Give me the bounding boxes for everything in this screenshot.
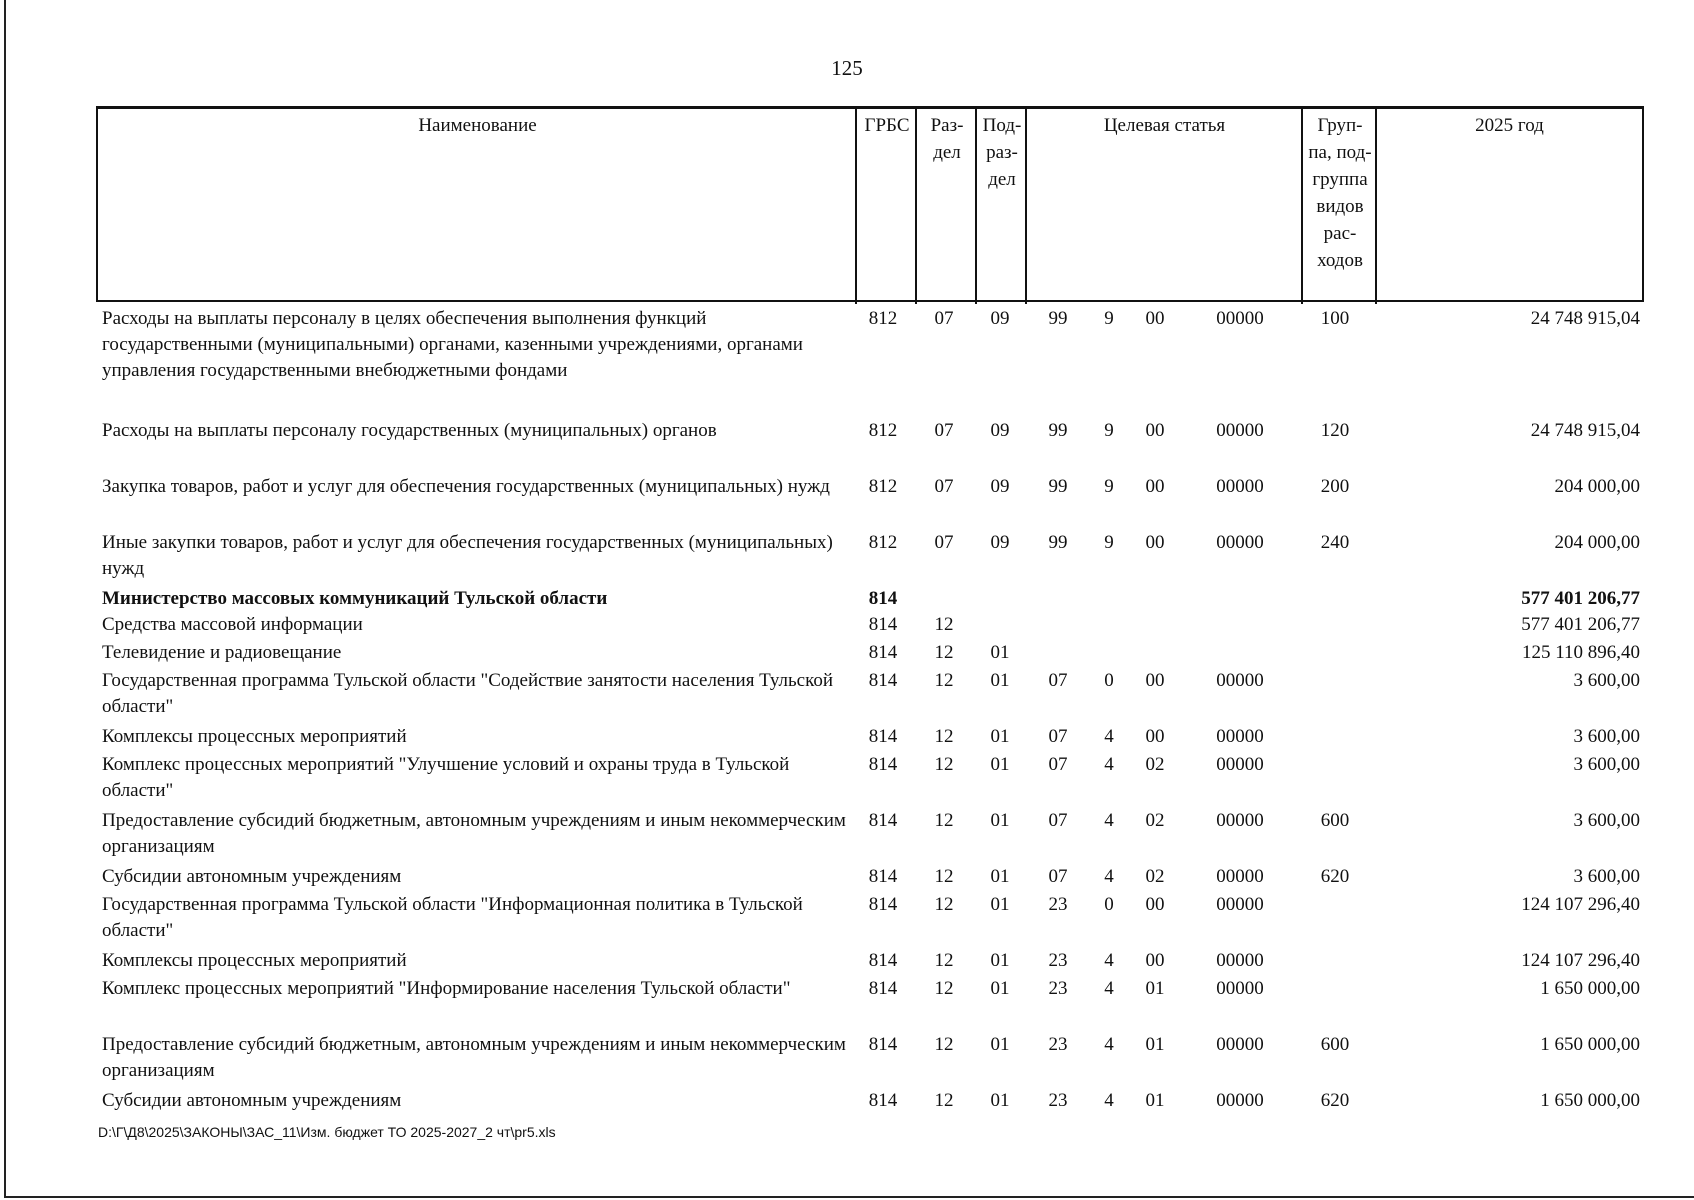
cell-grbs: 814 [868,978,898,999]
cell-razdel: 12 [934,726,954,747]
cell-name: Министерство массовых коммуникаций Тульской области [102,588,608,609]
header-podrazdel: Под- раз- дел [982,115,1022,190]
cell-podrazdel: 01 [990,670,1010,691]
cell-t3: 00 [1145,476,1165,497]
cell-t3: 00 [1145,420,1165,441]
cell-t3: 00 [1145,726,1165,747]
cell-sum: 3 600,00 [1573,754,1640,775]
cell-t4: 00000 [1216,810,1264,831]
header-razdel: Раз- дел [930,115,964,163]
cell-t4: 00000 [1216,1090,1264,1111]
cell-group: 200 [1320,476,1350,497]
cell-sum: 3 600,00 [1573,866,1640,887]
cell-t4: 00000 [1216,894,1264,915]
cell-podrazdel: 09 [990,476,1010,497]
cell-name: Расходы на выплаты персоналу государственных (муниципальных) органов [102,420,717,441]
cell-podrazdel: 01 [990,726,1010,747]
cell-name: Комплексы процессных мероприятий [102,950,407,971]
cell-t1: 07 [1048,670,1068,691]
cell-razdel: 12 [934,810,954,831]
cell-t4: 00000 [1216,532,1264,553]
cell-t2: 9 [1104,476,1114,497]
cell-t3: 00 [1145,532,1165,553]
page-border-left [4,0,6,1198]
cell-podrazdel: 09 [990,308,1010,329]
cell-t1: 23 [1048,978,1068,999]
cell-razdel: 12 [934,1090,954,1111]
cell-grbs: 814 [868,950,898,971]
cell-sum: 124 107 296,40 [1521,894,1640,915]
cell-t4: 00000 [1216,420,1264,441]
cell-t1: 23 [1048,1090,1068,1111]
cell-razdel: 12 [934,754,954,775]
cell-t2: 4 [1104,866,1114,887]
header-group: Груп- па, под- группа видов рас- ходов [1308,115,1372,271]
cell-podrazdel: 01 [990,810,1010,831]
cell-t1: 99 [1048,308,1068,329]
cell-podrazdel: 01 [990,950,1010,971]
cell-grbs: 814 [868,894,898,915]
cell-name: Комплекс процессных мероприятий "Информирование населения Тульской области" [102,978,791,999]
cell-razdel: 12 [934,978,954,999]
cell-sum: 1 650 000,00 [1540,1090,1640,1111]
cell-podrazdel: 09 [990,532,1010,553]
cell-name: Средства массовой информации [102,614,363,635]
cell-sum: 125 110 896,40 [1521,642,1640,663]
table-header [96,106,1644,302]
cell-t1: 23 [1048,950,1068,971]
cell-sum: 204 000,00 [1554,476,1640,497]
cell-podrazdel: 01 [990,754,1010,775]
cell-t2: 4 [1104,1090,1114,1111]
cell-t2: 9 [1104,532,1114,553]
cell-t4: 00000 [1216,308,1264,329]
cell-name: Государственная программа Тульской области "Содействие занятости населения Тульской области" [102,670,834,717]
cell-podrazdel: 01 [990,1034,1010,1055]
cell-t1: 23 [1048,894,1068,915]
cell-t3: 00 [1145,950,1165,971]
cell-grbs: 814 [868,642,898,663]
cell-razdel: 12 [934,642,954,663]
cell-razdel: 07 [934,532,954,553]
cell-grbs: 814 [868,810,898,831]
cell-podrazdel: 01 [990,894,1010,915]
cell-sum: 24 748 915,04 [1530,420,1640,441]
cell-podrazdel: 01 [990,642,1010,663]
cell-name: Комплексы процессных мероприятий [102,726,407,747]
cell-name: Субсидии автономным учреждениям [102,1090,402,1111]
cell-t2: 4 [1104,810,1114,831]
cell-t1: 99 [1048,420,1068,441]
header-year: 2025 год [1475,115,1544,136]
cell-razdel: 12 [934,1034,954,1055]
cell-t1: 07 [1048,754,1068,775]
cell-t3: 01 [1145,1034,1165,1055]
cell-t1: 23 [1048,1034,1068,1055]
cell-t2: 9 [1104,420,1114,441]
cell-sum: 3 600,00 [1573,726,1640,747]
cell-sum: 577 401 206,77 [1521,614,1640,635]
cell-razdel: 07 [934,308,954,329]
page-border-bottom [4,1196,1694,1198]
cell-name: Субсидии автономным учреждениям [102,866,402,887]
cell-t4: 00000 [1216,670,1264,691]
cell-grbs: 814 [868,588,898,609]
cell-t3: 01 [1145,978,1165,999]
cell-t2: 9 [1104,308,1114,329]
cell-t2: 4 [1104,726,1114,747]
cell-razdel: 12 [934,866,954,887]
cell-t2: 0 [1104,670,1114,691]
cell-t4: 00000 [1216,476,1264,497]
cell-sum: 1 650 000,00 [1540,1034,1640,1055]
cell-t1: 07 [1048,726,1068,747]
cell-grbs: 812 [868,476,898,497]
cell-grbs: 814 [868,1034,898,1055]
cell-t1: 07 [1048,810,1068,831]
cell-name: Государственная программа Тульской области "Информационная политика в Тульской области" [102,894,803,941]
cell-grbs: 814 [868,1090,898,1111]
cell-t3: 02 [1145,866,1165,887]
cell-grbs: 814 [868,670,898,691]
cell-sum: 204 000,00 [1554,532,1640,553]
cell-sum: 3 600,00 [1573,810,1640,831]
cell-t1: 07 [1048,866,1068,887]
cell-podrazdel: 01 [990,866,1010,887]
cell-razdel: 12 [934,670,954,691]
cell-group: 620 [1320,866,1350,887]
cell-razdel: 12 [934,894,954,915]
header-target: Целевая статья [1103,115,1226,136]
cell-t4: 00000 [1216,950,1264,971]
cell-t2: 4 [1104,978,1114,999]
cell-razdel: 12 [934,950,954,971]
cell-grbs: 812 [868,532,898,553]
cell-name: Закупка товаров, работ и услуг для обеспечения государственных (муниципальных) нужд [102,476,830,497]
cell-t3: 00 [1145,670,1165,691]
cell-t4: 00000 [1216,866,1264,887]
cell-t1: 99 [1048,532,1068,553]
cell-grbs: 814 [868,726,898,747]
cell-sum: 3 600,00 [1573,670,1640,691]
cell-t4: 00000 [1216,726,1264,747]
cell-t2: 4 [1104,754,1114,775]
cell-t4: 00000 [1216,1034,1264,1055]
header-grbs: ГРБС [864,115,910,136]
cell-group: 600 [1320,1034,1350,1055]
cell-name: Предоставление субсидий бюджетным, автономным учреждениям и иным некоммерческим организациям [102,810,846,857]
cell-t4: 00000 [1216,754,1264,775]
cell-group: 100 [1320,308,1350,329]
cell-grbs: 812 [868,308,898,329]
cell-t2: 0 [1104,894,1114,915]
footer-file-path: D:\Г\Д8\2025\ЗАКОНЫ\ЗАС_11\Изм. бюджет ТО 2025-2027_2 чт\pr5.xls [98,1124,556,1140]
cell-t3: 02 [1145,754,1165,775]
cell-t1: 99 [1048,476,1068,497]
cell-t3: 01 [1145,1090,1165,1111]
cell-podrazdel: 01 [990,1090,1010,1111]
cell-sum: 577 401 206,77 [1521,588,1640,609]
cell-t3: 02 [1145,810,1165,831]
cell-grbs: 814 [868,866,898,887]
cell-t3: 00 [1145,308,1165,329]
cell-sum: 124 107 296,40 [1521,950,1640,971]
cell-razdel: 07 [934,476,954,497]
cell-grbs: 814 [868,614,898,635]
cell-name: Иные закупки товаров, работ и услуг для обеспечения государственных (муниципальных) нужд [102,532,833,579]
cell-grbs: 814 [868,754,898,775]
cell-t2: 4 [1104,1034,1114,1055]
cell-t2: 4 [1104,950,1114,971]
cell-podrazdel: 01 [990,978,1010,999]
cell-name: Комплекс процессных мероприятий "Улучшение условий и охраны труда в Тульской области" [102,754,790,801]
page-number: 125 [831,56,863,80]
cell-razdel: 07 [934,420,954,441]
cell-razdel: 12 [934,614,954,635]
cell-group: 600 [1320,810,1350,831]
cell-name: Расходы на выплаты персоналу в целях обеспечения выполнения функций государственными (муниципальными) органами, казенными учреждениями, органами управления государственными внебюджетными фондами [102,308,803,381]
header-name: Наименование [418,115,537,136]
cell-sum: 24 748 915,04 [1530,308,1640,329]
cell-group: 120 [1320,420,1350,441]
cell-podrazdel: 09 [990,420,1010,441]
cell-group: 240 [1320,532,1350,553]
cell-t4: 00000 [1216,978,1264,999]
cell-sum: 1 650 000,00 [1540,978,1640,999]
cell-grbs: 812 [868,420,898,441]
cell-name: Телевидение и радиовещание [102,642,342,663]
cell-t3: 00 [1145,894,1165,915]
cell-name: Предоставление субсидий бюджетным, автономным учреждениям и иным некоммерческим организациям [102,1034,846,1081]
cell-group: 620 [1320,1090,1350,1111]
